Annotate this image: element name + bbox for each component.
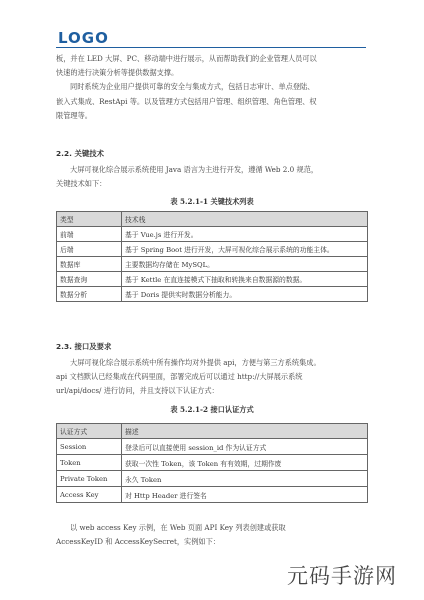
table-cell: 基于 Spring Boot 进行开发，大屏可视化综合展示系统的功能主体。: [122, 242, 368, 257]
intro-line: 同时系统为企业用户提供可靠的安全与集成方式，包括日志审计、单点登陆、: [70, 82, 315, 92]
header-rule: [56, 47, 366, 48]
table-cell: Private Token: [57, 471, 122, 487]
table-row: [57, 257, 368, 272]
header-cell: 描述: [122, 424, 368, 439]
table-cell: 基于 Doris 提供实时数据分析能力。: [122, 287, 368, 302]
table-cell: Token: [57, 455, 122, 471]
auth-table: [56, 423, 368, 503]
after-line: 以 web access Key 示例，在 Web 页面 API Key 列表创建或获取: [70, 523, 286, 532]
interface-paragraph: [56, 356, 368, 399]
table-cell: 数据库: [57, 257, 122, 272]
table-cell: 前端: [57, 227, 122, 242]
table-cell: 基于 Vue.js 进行开发。: [122, 227, 368, 242]
table-caption-auth: 表 5.2.1-2 接口认证方式: [170, 405, 254, 414]
interface-line: api 文档默认已经集成在代码里面，部署完成后可以通过 http://大屏展示系统: [56, 372, 303, 382]
intro-paragraph: [56, 52, 368, 123]
table-row: [57, 242, 368, 257]
table-header-row: [57, 212, 368, 227]
table-row: [57, 227, 368, 242]
table-row: [57, 287, 368, 302]
key-tech-line: 关键技术如下：: [56, 179, 107, 189]
intro-line: 板，并在 LED 大屏、PC、移动端中进行展示，从而帮助我们的企业管理人员可以: [56, 54, 317, 63]
interface-line: url/api/docs/ 进行访问，并且支持以下认证方式：: [56, 386, 219, 396]
table-cell: 基于 Kettle 在直连接模式下抽取和转换来自数据源的数据。: [122, 272, 368, 287]
table-row: [57, 487, 368, 503]
table-cell: 登录后可以直接使用 session_id 作为认证方式: [122, 439, 368, 455]
table-cell: 数据查询: [57, 272, 122, 287]
table-cell: Access Key: [57, 487, 122, 503]
intro-line: 限管理等。: [56, 110, 92, 120]
table-caption-key-tech: 表 5.2.1-1 关键技术列表: [170, 197, 254, 206]
intro-line: 快速的进行决策分析等提供数据支撑。: [56, 68, 179, 78]
section-heading-interface: 2.3. 接口及要求: [56, 342, 112, 351]
table-header-row: [57, 424, 368, 439]
key-tech-table: [56, 211, 368, 302]
table-row: [57, 439, 368, 455]
header-cell: 认证方式: [57, 424, 122, 439]
after-table-paragraph: [56, 521, 368, 549]
key-tech-line: 大屏可视化综合展示系统使用 Java 语言为主进行开发，遵循 Web 2.0 规范，: [70, 165, 319, 174]
table-cell: Session: [57, 439, 122, 455]
key-tech-paragraph: [56, 163, 368, 191]
watermark: 元码手游网: [287, 564, 397, 588]
header-cell: 类型: [57, 212, 122, 227]
table-cell: 后端: [57, 242, 122, 257]
table-cell: 获取一次性 Token，该 Token 有有效期，过期作废: [122, 455, 368, 471]
table-cell: 对 Http Header 进行签名: [122, 487, 368, 503]
after-line: AccessKeyID 和 AccessKeySecret，实例如下：: [56, 537, 220, 547]
interface-line: 大屏可视化综合展示系统中所有操作均对外提供 api，方便与第三方系统集成。: [70, 358, 321, 367]
table-cell: 永久 Token: [122, 471, 368, 487]
table-cell: 数据分析: [57, 287, 122, 302]
logo: LOGO: [58, 29, 109, 47]
table-row: [57, 471, 368, 487]
intro-line: 嵌入式集成、RestApi 等。以及管理方式包括用户管理、组织管理、角色管理、权: [56, 96, 317, 106]
table-cell: 主要数据均存储在 MySQL。: [122, 257, 368, 272]
table-row: [57, 272, 368, 287]
section-heading-key-tech: 2.2. 关键技术: [56, 149, 105, 158]
table-row: [57, 455, 368, 471]
header-cell: 技术栈: [122, 212, 368, 227]
